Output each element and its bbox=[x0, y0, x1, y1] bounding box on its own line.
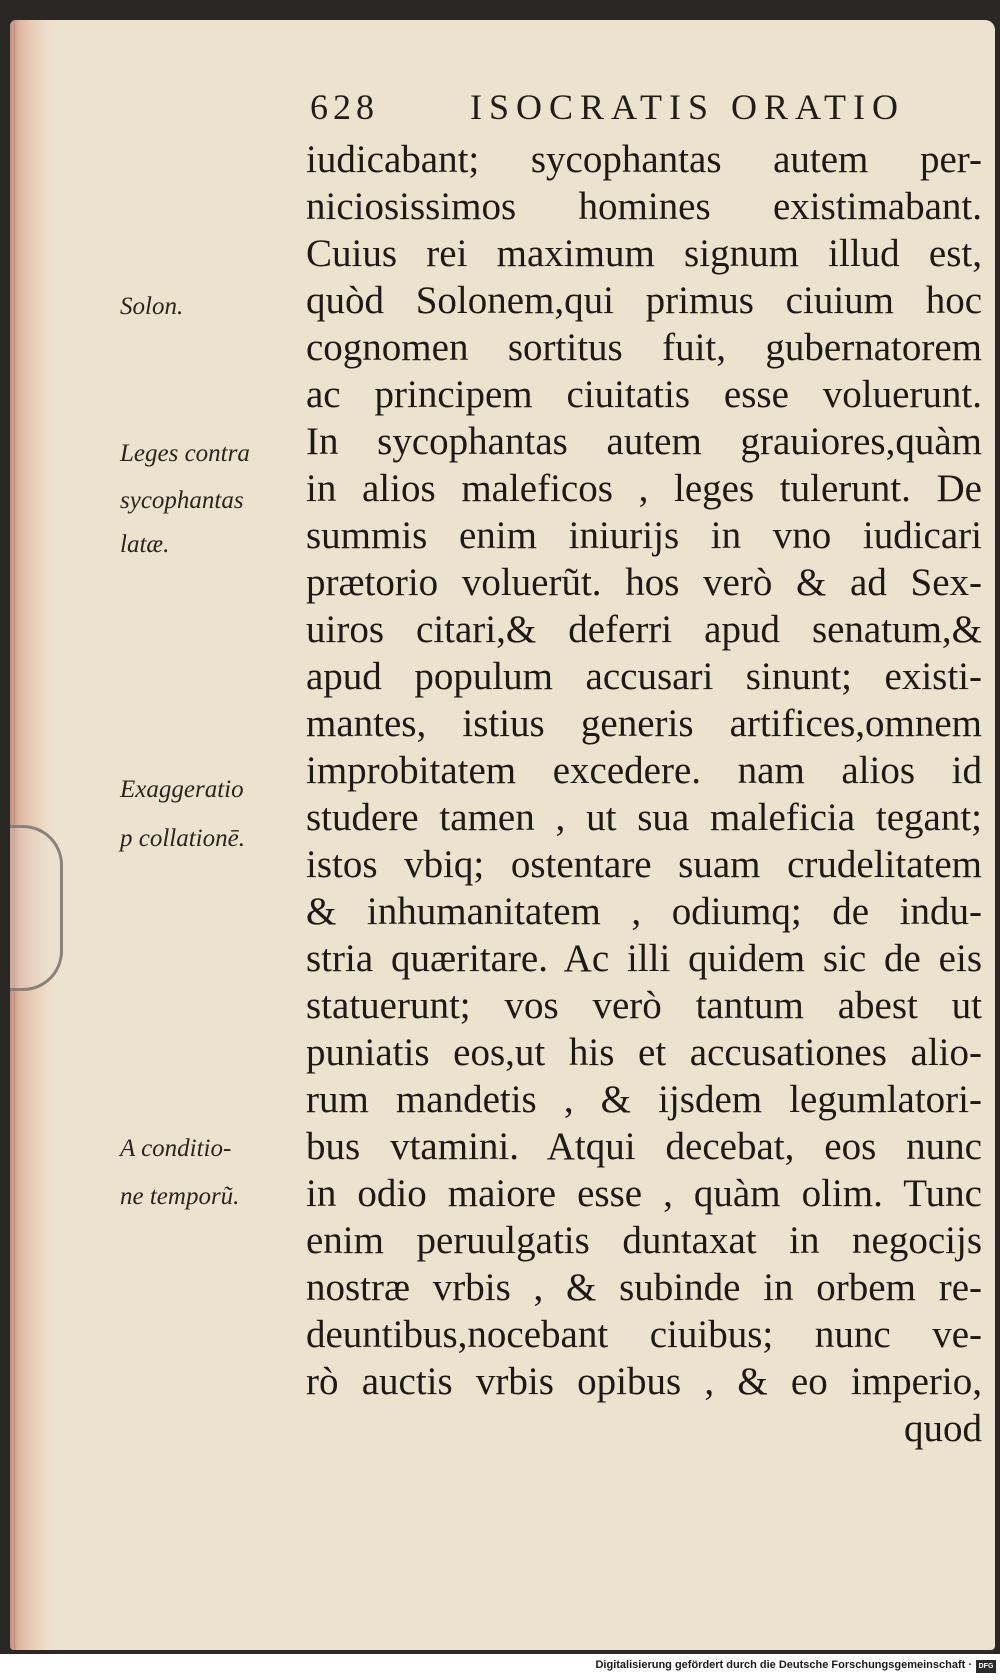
text-line: in alios maleficos , leges tulerunt. De bbox=[306, 467, 982, 510]
marginal-note: Exaggeratio bbox=[120, 776, 244, 803]
marginal-note: Leges contra bbox=[120, 440, 250, 467]
text-line: apud populum accusari sinunt; existi- bbox=[306, 655, 982, 698]
text-line: Cuius rei maximum signum illud est, bbox=[306, 232, 982, 275]
marginal-note: A conditio- bbox=[120, 1135, 232, 1162]
catchword: quod bbox=[904, 1407, 982, 1450]
text-line: prætorio voluerũt. hos verò & ad Sex- bbox=[306, 561, 982, 604]
text-line: statuerunt; vos verò tantum abest ut bbox=[306, 984, 982, 1027]
dfg-logo-icon: DFG bbox=[976, 1660, 996, 1673]
marginal-note: ne temporũ. bbox=[120, 1183, 240, 1210]
text-line: in odio maiore esse , quàm olim. Tunc bbox=[306, 1172, 982, 1215]
running-title: ISOCRATIS ORATIO bbox=[470, 87, 906, 127]
text-line: cognomen sortitus fuit, gubernatorem bbox=[306, 326, 982, 369]
text-line: quòd Solonem,qui primus ciuium hoc bbox=[306, 279, 982, 322]
text-line: bus vtamini. Atqui decebat, eos nunc bbox=[306, 1125, 982, 1168]
text-line: enim peruulgatis duntaxat in negocijs bbox=[306, 1219, 982, 1262]
marginal-note: Solon. bbox=[120, 293, 184, 320]
page-number: 628 bbox=[310, 87, 379, 127]
text-line: In sycophantas autem grauiores,quàm bbox=[306, 420, 982, 463]
text-line: nostræ vrbis , & subinde in orbem re- bbox=[306, 1266, 982, 1309]
text-line: iudicabant; sycophantas autem per- bbox=[306, 138, 982, 181]
text-line: uiros citari,& deferri apud senatum,& bbox=[306, 608, 982, 651]
text-line: niciosissimos homines existimabant. bbox=[306, 185, 982, 228]
text-line: rò auctis vrbis opibus , & eo imperio, bbox=[306, 1360, 982, 1403]
text-line: stria quæritare. Ac illi quidem sic de eis bbox=[306, 937, 982, 980]
text-line: deuntibus,nocebant ciuibus; nunc ve- bbox=[306, 1313, 982, 1356]
marginal-note: p collationē. bbox=[120, 825, 245, 852]
page-header bbox=[310, 86, 910, 136]
text-line: rum mandetis , & ijsdem legumlatori- bbox=[306, 1078, 982, 1121]
text-line: mantes, istius generis artifices,omnem bbox=[306, 702, 982, 745]
marginal-note: latæ. bbox=[120, 531, 170, 558]
text-line: improbitatem excedere. nam alios id bbox=[306, 749, 982, 792]
text-line: summis enim iniurijs in vno iudicari bbox=[306, 514, 982, 557]
text-line: ac principem ciuitatis esse voluerunt. bbox=[306, 373, 982, 416]
digitization-footer bbox=[0, 1654, 1000, 1680]
text-line: & inhumanitatem , odiumq; de indu- bbox=[306, 890, 982, 933]
marginal-note: sycophantas bbox=[120, 487, 244, 514]
funding-credit: Digitalisierung gefördert durch die Deutsche Forschungsgemeinschaft · bbox=[595, 1659, 972, 1671]
text-line: studere tamen , ut sua maleficia tegant; bbox=[306, 796, 982, 839]
page-clip bbox=[10, 825, 63, 991]
text-line: istos vbiq; ostentare suam crudelitatem bbox=[306, 843, 982, 886]
text-line: puniatis eos,ut his et accusationes alio- bbox=[306, 1031, 982, 1074]
